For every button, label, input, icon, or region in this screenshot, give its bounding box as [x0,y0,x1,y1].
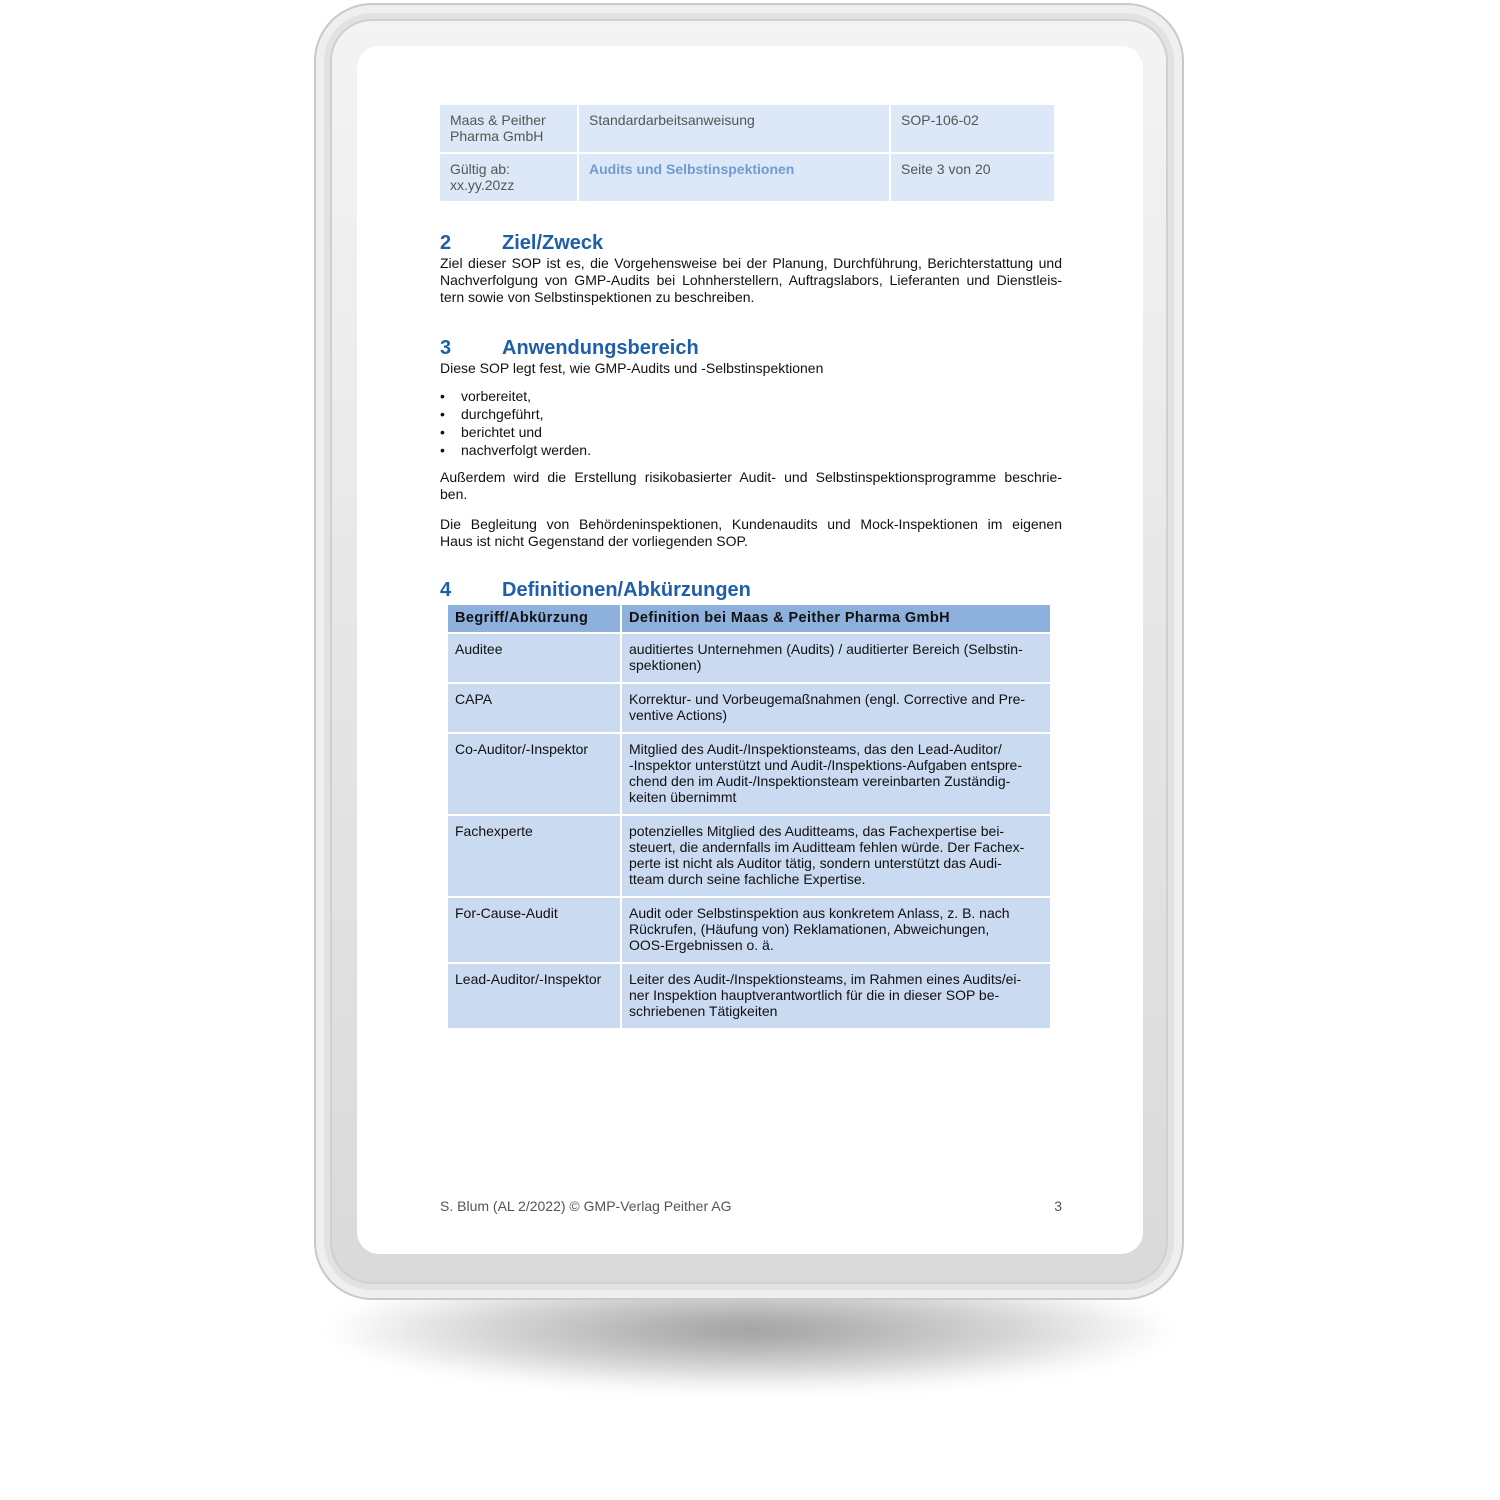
definition-cell [622,964,1050,1028]
text-line: Die Begleitung von Behördeninspektionen, Kundenaudits und Mock-Inspektionen im eigenen [440,516,1062,532]
section-heading-4 [440,578,1062,602]
section-heading-3 [440,336,1062,360]
section-3-paragraph-3 [440,516,1062,550]
definition-line: Mitglied des Audit-/Inspektionsteams, das den Lead-Auditor/ [629,741,1002,757]
definition-line: steuert, die andernfalls im Auditteam fehlen würde. Der Fachex- [629,839,1025,855]
definition-line: -Inspektor unterstützt und Audit-/Inspektions-Aufgaben entspre- [629,757,1023,773]
section-number: 2 [440,232,452,254]
term-cell: Co-Auditor/-Inspektor [448,734,620,814]
header-company-line: Pharma GmbH [450,128,544,144]
header-doc-type: Standardarbeitsanweisung [579,105,889,152]
section-3-list [440,387,1062,459]
list-item: • berichtet und [440,423,1062,441]
text-line: Haus ist nicht Gegenstand der vorliegenden SOP. [440,533,748,549]
section-number: 4 [440,579,452,601]
definition-line: Leiter des Audit-/Inspektionsteams, im Rahmen eines Audits/ei- [629,971,1022,987]
table-row [448,734,1050,814]
term-cell: Auditee [448,634,620,682]
definition-line: tteam durch seine fachliche Expertise. [629,871,866,887]
definition-line: perte ist nicht als Auditor tätig, sondern unterstützt das Audi- [629,855,1002,871]
document-header-table [438,103,1056,203]
definition-line: OOS-Ergebnissen o. ä. [629,937,774,953]
definition-cell [622,898,1050,962]
table-row [448,634,1050,682]
definitions-header-term: Begriff/Abkürzung [448,605,620,632]
document-page [440,103,1062,1030]
header-valid [440,154,577,201]
definition-line: Audit oder Selbstinspektion aus konkretem Anlass, z. B. nach [629,905,1010,921]
text-line: Nachverfolgung von GMP-Audits bei Lohnherstellern, Auftragslabors, Lieferanten und Dienstleis- [440,272,1062,288]
text-line: Außerdem wird die Erstellung risikobasierter Audit- und Selbstinspektionsprogramme beschrie- [440,469,1062,485]
header-valid-date: xx.yy.20zz [450,177,515,193]
section-heading-2 [440,231,1062,255]
definition-line: Rückrufen, (Häufung von) Reklamationen, Abweichungen, [629,921,990,937]
document-footer [440,1198,1062,1214]
term-cell: For-Cause-Audit [448,898,620,962]
section-number: 3 [440,337,452,359]
term-cell: Fachexperte [448,816,620,896]
text-line: tern sowie von Selbstinspektionen zu beschreiben. [440,289,755,305]
section-title: Anwendungsbereich [502,337,699,359]
definition-line: ner Inspektion hauptverantwortlich für die in dieser SOP be- [629,987,1000,1003]
definition-line: spektionen) [629,657,702,673]
table-row [448,684,1050,732]
list-item: • durchgeführt, [440,405,1062,423]
table-row [448,964,1050,1028]
definition-line: schriebenen Tätigkeiten [629,1003,778,1019]
text-line: ben. [440,486,468,502]
section-3-paragraph-2 [440,469,1062,503]
footer-page-number: 3 [1054,1198,1062,1214]
table-row [448,898,1050,962]
list-item: • vorbereitet, [440,387,1062,405]
header-title: Audits und Selbstinspektionen [579,154,889,201]
header-valid-label: Gültig ab: [450,161,510,177]
term-cell: CAPA [448,684,620,732]
section-2-text [440,255,1062,306]
section-3-intro: Diese SOP legt fest, wie GMP-Audits und -Selbstinspektionen [440,360,824,376]
term-cell: Lead-Auditor/-Inspektor [448,964,620,1028]
definition-line: potenzielles Mitglied des Auditteams, das Fachexpertise bei- [629,823,1005,839]
section-title: Definitionen/Abkürzungen [502,579,751,601]
definitions-table [446,603,1052,1030]
definition-cell [622,684,1050,732]
definition-line: ventive Actions) [629,707,728,723]
header-company-line: Maas & Peither [450,112,546,128]
definition-line: Korrektur- und Vorbeugemaßnahmen (engl. Corrective and Pre- [629,691,1026,707]
header-doc-id: SOP-106-02 [891,105,1054,152]
header-company [440,105,577,152]
tablet-screen[interactable] [357,46,1143,1254]
definition-cell [622,734,1050,814]
footer-copyright: S. Blum (AL 2/2022) © GMP-Verlag Peither AG [440,1198,732,1214]
definition-line: keiten übernimmt [629,789,737,805]
definition-line: auditiertes Unternehmen (Audits) / auditierter Bereich (Selbstin- [629,641,1023,657]
definitions-header-definition: Definition bei Maas & Peither Pharma GmbH [622,605,1050,632]
text-line: Ziel dieser SOP ist es, die Vorgehensweise bei der Planung, Durchführung, Berichterstattung und [440,255,1062,271]
section-title: Ziel/Zweck [502,232,604,254]
list-item: • nachverfolgt werden. [440,441,1062,459]
header-page: Seite 3 von 20 [891,154,1054,201]
definition-cell [622,816,1050,896]
definition-cell [622,634,1050,682]
definition-line: chend den im Audit-/Inspektionsteam vereinbarten Zuständig- [629,773,1011,789]
table-row [448,816,1050,896]
